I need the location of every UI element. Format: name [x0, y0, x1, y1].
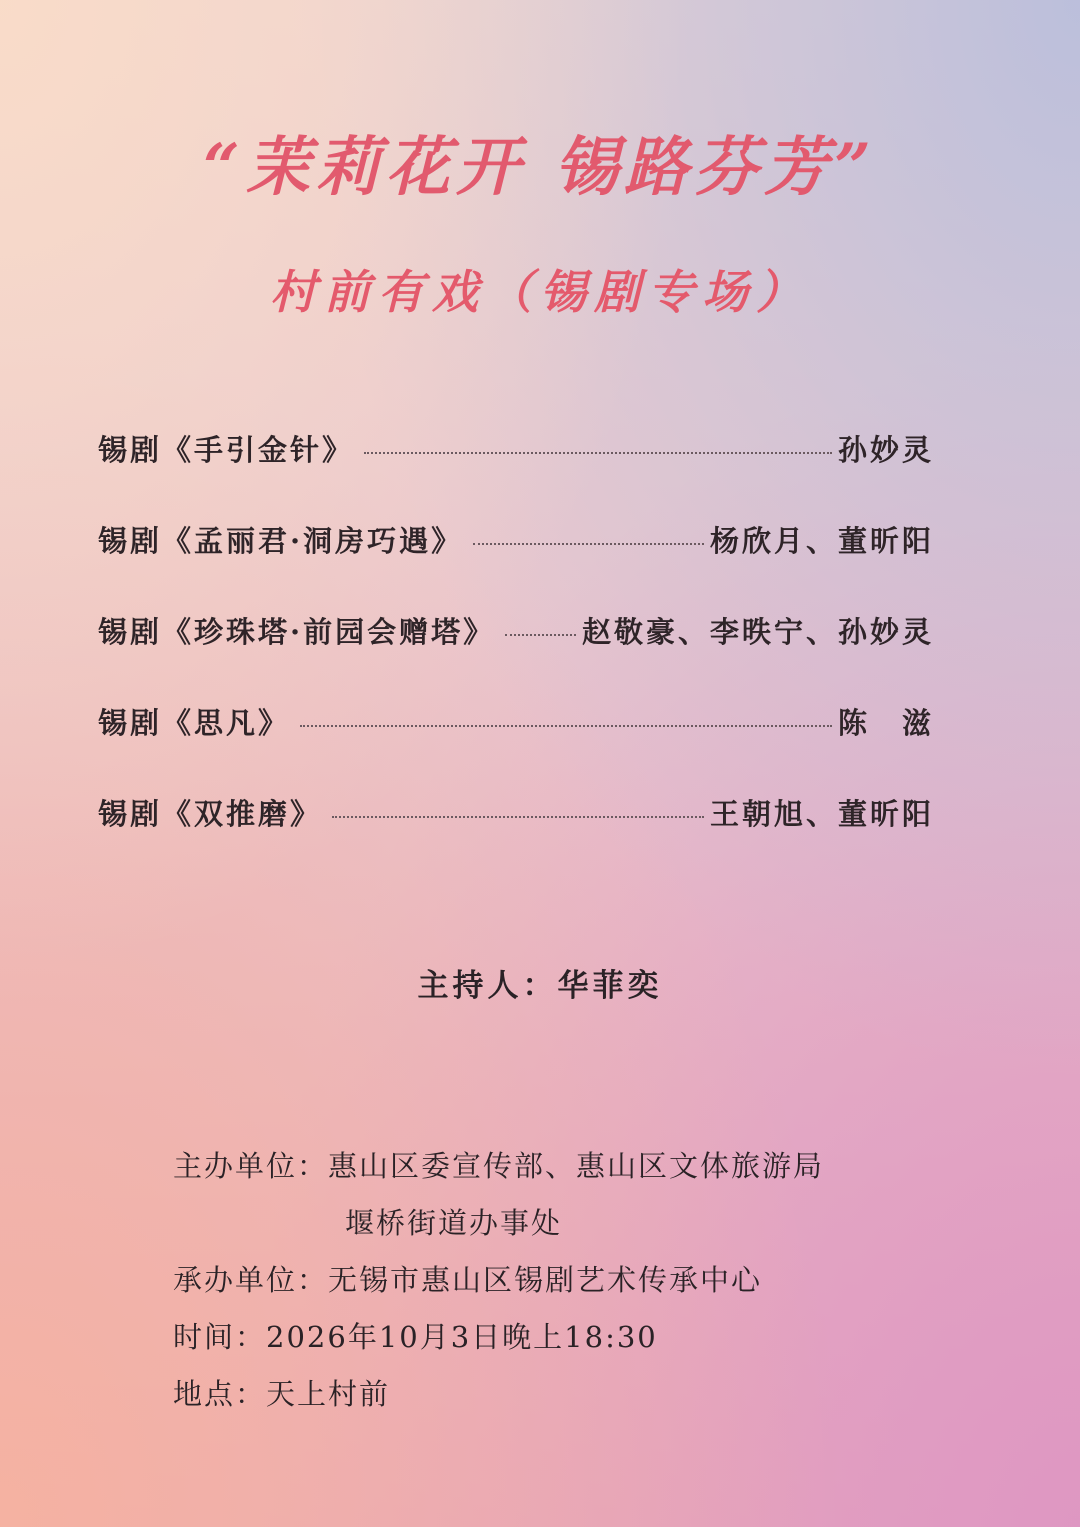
program-item-performers: 王朝旭、董昕阳	[709, 797, 934, 831]
organizer-row	[173, 1143, 993, 1200]
program-item-performers: 孙妙灵	[837, 433, 934, 467]
time-value: 2026年10月3日晚上18:30	[266, 1320, 658, 1354]
program-item	[98, 610, 934, 701]
time-row	[173, 1314, 993, 1371]
undertaker-value: 无锡市惠山区锡剧艺术传承中心	[328, 1263, 763, 1297]
organizer-value-2: 堰桥街道办事处	[345, 1206, 563, 1240]
time-label: 时间：	[173, 1320, 267, 1354]
host-line: 主持人：华菲奕	[417, 968, 663, 1004]
program-item	[98, 519, 934, 610]
organizer-row-continued	[173, 1200, 993, 1257]
program-item	[98, 701, 934, 792]
undertaker-label: 承办单位：	[173, 1263, 329, 1297]
poster-subtitle: 村前有戏（锡剧专场）	[270, 265, 810, 319]
dotted-leader	[332, 816, 704, 818]
dotted-leader	[505, 634, 576, 636]
program-item	[98, 428, 934, 519]
place-value: 天上村前	[266, 1377, 391, 1411]
program-item-title: 锡剧《手引金针》	[98, 433, 355, 467]
organizer-value: 惠山区委宣传部、惠山区文体旅游局	[328, 1149, 825, 1183]
program-item-title: 锡剧《双推磨》	[98, 797, 323, 831]
program-item-performers: 陈 滋	[837, 706, 934, 740]
undertaker-row	[173, 1257, 993, 1314]
dotted-leader	[473, 543, 704, 545]
program-item-title: 锡剧《思凡》	[98, 706, 291, 740]
program-list	[98, 428, 934, 883]
poster-title: “茉莉花开 锡路芬芳”	[203, 130, 877, 205]
organizer-label: 主办单位：	[173, 1149, 329, 1183]
program-item-performers: 杨欣月、董昕阳	[709, 524, 934, 558]
program-item-performers: 赵敬豪、李昳宁、孙妙灵	[581, 615, 934, 649]
dotted-leader	[300, 725, 832, 727]
program-item	[98, 792, 934, 883]
dotted-leader	[364, 452, 832, 454]
program-item-title: 锡剧《孟丽君·洞房巧遇》	[98, 524, 464, 558]
event-info	[173, 1143, 993, 1428]
program-item-title: 锡剧《珍珠塔·前园会赠塔》	[98, 615, 496, 649]
place-row	[173, 1371, 993, 1428]
place-label: 地点：	[173, 1377, 267, 1411]
